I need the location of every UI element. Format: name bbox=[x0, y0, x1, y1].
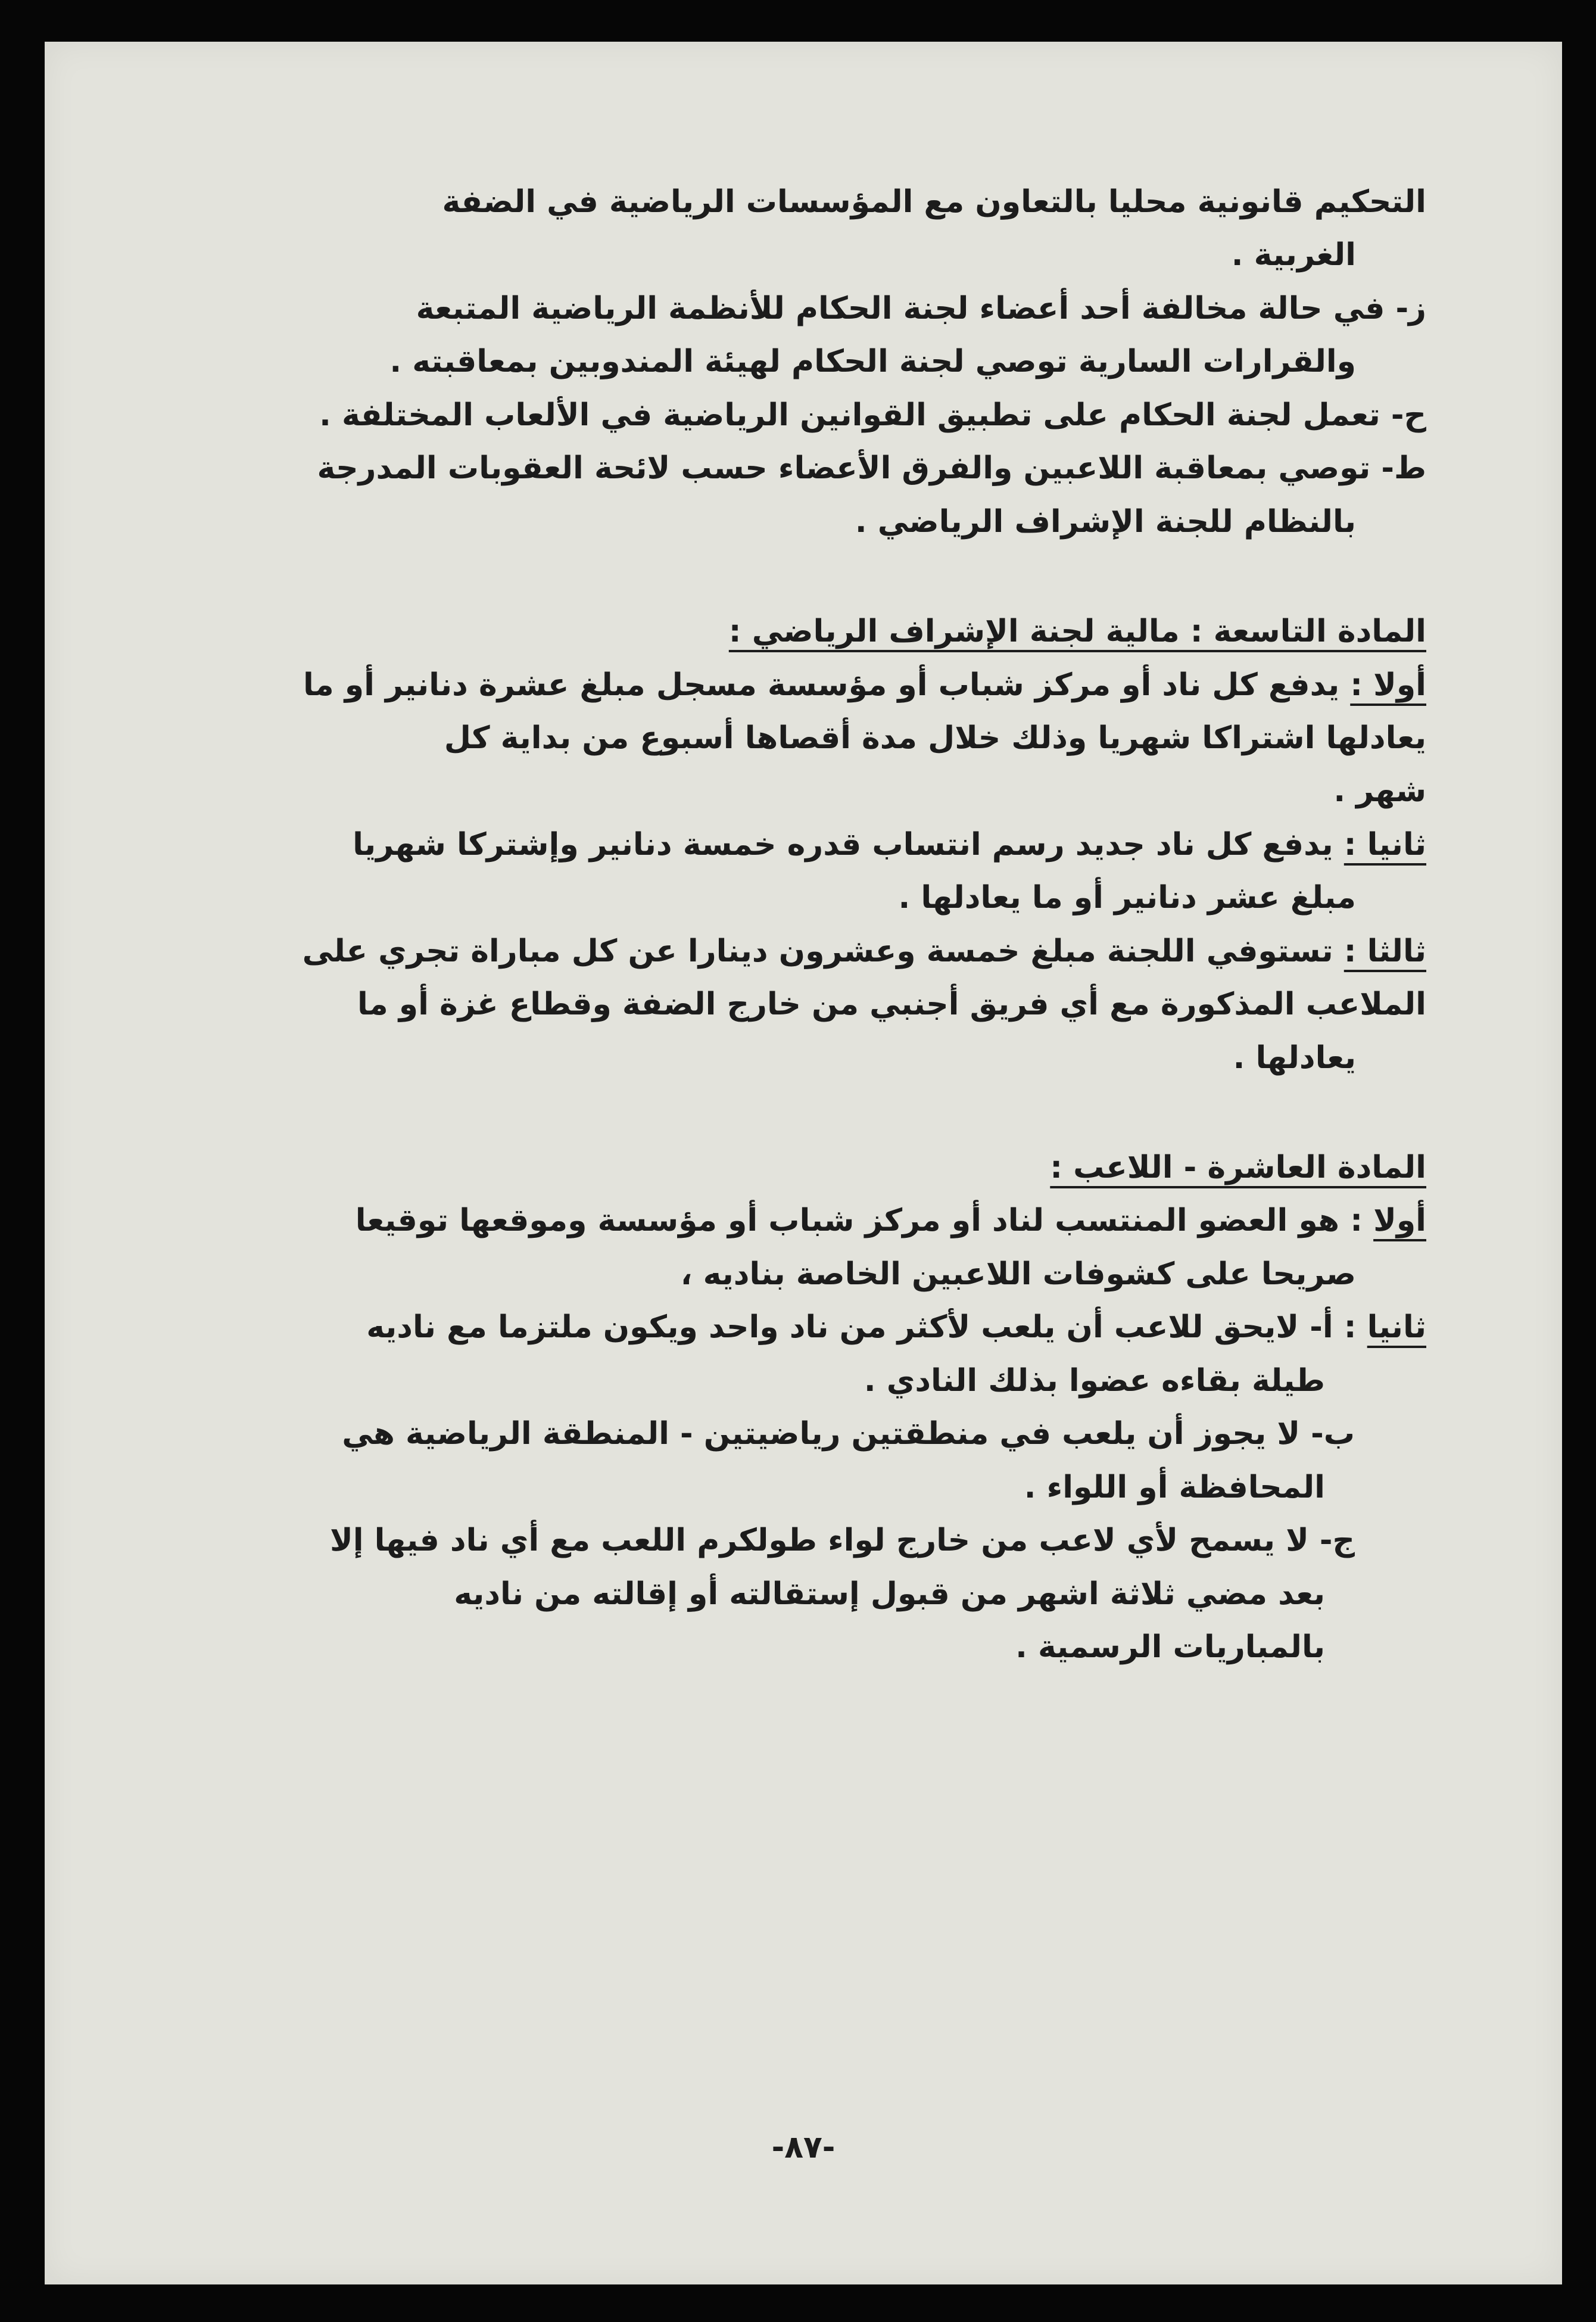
article-9-heading-line bbox=[265, 605, 1426, 658]
text-line: شهر . bbox=[1333, 773, 1426, 810]
article-9-clause-3 bbox=[265, 925, 1426, 978]
section-gap bbox=[265, 549, 1426, 605]
text-line: بالمباريات الرسمية . bbox=[1015, 1629, 1325, 1665]
text-line: ج- لا يسمح لأي لاعب من خارج لواء طولكرم اللعب مع أي ناد فيها إلا bbox=[329, 1523, 1355, 1559]
clause-text: : أ- لايحق للاعب أن يلعب لأكثر من ناد واحد ويكون ملتزما مع ناديه bbox=[366, 1309, 1357, 1346]
text-line: والقرارات السارية توصي لجنة الحكام لهيئة المندوبين بمعاقبته . bbox=[389, 344, 1356, 380]
text-line: ط- توصي بمعاقبة اللاعبين والفرق الأعضاء حسب لائحة العقوبات المدرجة bbox=[317, 450, 1426, 487]
text-line: ز- في حالة مخالفة أحد أعضاء لجنة الحكام للأنظمة الرياضية المتبعة bbox=[416, 290, 1426, 326]
text-line: بالنظام للجنة الإشراف الرياضي . bbox=[855, 503, 1356, 540]
text-line: يعادلها اشتراكا شهريا وذلك خلال مدة أقصاها أسبوع من بداية كل bbox=[444, 720, 1426, 756]
clause-label: ثالثا : bbox=[1343, 933, 1426, 969]
text-line: صريحا على كشوفات اللاعبين الخاصة بناديه ، bbox=[680, 1256, 1356, 1292]
text-line: بعد مضي ثلاثة اشهر من قبول إستقالته أو إقالته من ناديه bbox=[454, 1576, 1325, 1612]
article-9-clause-2 bbox=[265, 818, 1426, 871]
article-10-heading-line bbox=[265, 1141, 1426, 1194]
article-9-clause-1 bbox=[265, 659, 1426, 712]
text-line: مبلغ عشر دنانير أو ما يعادلها . bbox=[898, 880, 1356, 916]
text-line: يعادلها . bbox=[1233, 1039, 1356, 1076]
document-body bbox=[265, 176, 1426, 1674]
text-line: المحافظة أو اللواء . bbox=[1024, 1469, 1325, 1505]
scanned-page bbox=[45, 42, 1562, 2284]
article-10-clause-2 bbox=[265, 1301, 1426, 1354]
clause-text: تستوفي اللجنة مبلغ خمسة وعشرون دينارا عن كل مباراة تجري على bbox=[302, 933, 1333, 969]
clause-label: ثانيا : bbox=[1343, 826, 1426, 863]
text-line: ح- تعمل لجنة الحكام على تطبيق القوانين الرياضية في الألعاب المختلفة . bbox=[319, 397, 1426, 433]
clause-text: يدفع كل ناد جديد رسم انتساب قدره خمسة دنانير وإشتركا شهريا bbox=[353, 826, 1333, 863]
text-line: التحكيم قانونية محليا بالتعاون مع المؤسسات الرياضية في الضفة bbox=[442, 184, 1426, 220]
page-number: -٨٧- bbox=[771, 2130, 836, 2165]
clause-text: : هو العضو المنتسب لناد أو مركز شباب أو مؤسسة وموقعها توقيعا bbox=[355, 1203, 1363, 1239]
text-line: طيلة بقاءه عضوا بذلك النادي . bbox=[864, 1362, 1325, 1399]
text-line: ب- لا يجوز أن يلعب في منطقتين رياضيتين - المنطقة الرياضية هي bbox=[342, 1416, 1355, 1452]
article-10-clause-1 bbox=[265, 1194, 1426, 1247]
text-line: الغربية . bbox=[1231, 237, 1356, 273]
section-gap bbox=[265, 1085, 1426, 1141]
clause-label: ثانيا bbox=[1367, 1309, 1426, 1346]
text-line: الملاعب المذكورة مع أي فريق أجنبي من خارج الضفة وقطاع غزة أو ما bbox=[357, 986, 1426, 1023]
clause-label: أولا bbox=[1373, 1203, 1426, 1239]
article-10-heading: المادة العاشرة - اللاعب : bbox=[1050, 1150, 1426, 1185]
clause-label: أولا : bbox=[1350, 667, 1426, 703]
article-9-heading: المادة التاسعة : مالية لجنة الإشراف الرياضي : bbox=[728, 614, 1426, 650]
clause-text: يدفع كل ناد أو مركز شباب أو مؤسسة مسجل مبلغ عشرة دنانير أو ما bbox=[303, 667, 1340, 703]
